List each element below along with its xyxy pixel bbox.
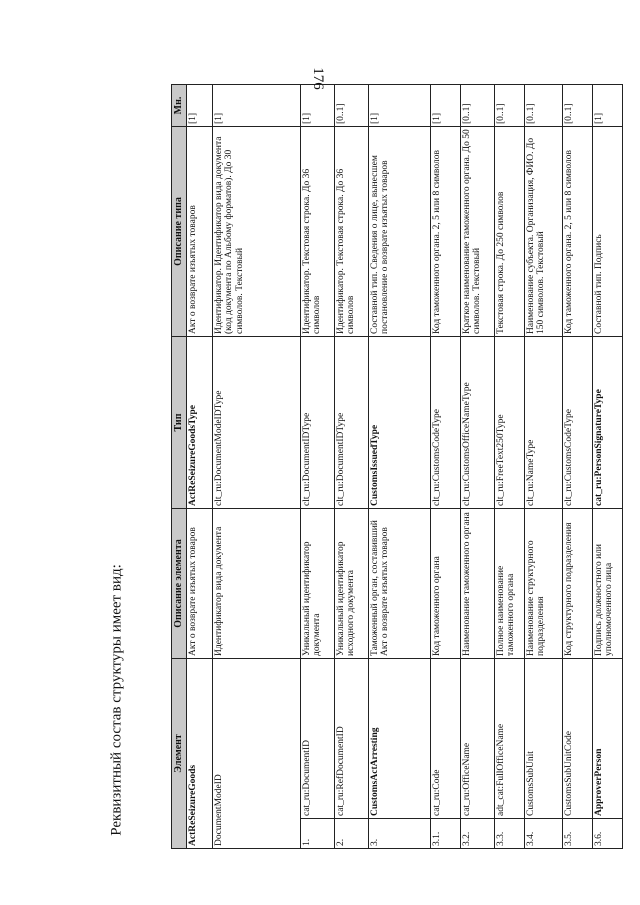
cell-element-desc: Уникальный идентификатор исходного документа <box>334 509 368 659</box>
cell-element-name: DocumentModeID <box>212 659 300 849</box>
cell-type: clt_ru:FreeText250Type <box>494 337 524 509</box>
cell-type-desc: Текстовая строка. До 250 символов <box>494 127 524 337</box>
table-row <box>494 85 524 849</box>
header-element: Элемент <box>172 659 187 849</box>
cell-mn: [0..1] <box>460 85 494 127</box>
cell-mn: [1] <box>430 85 460 127</box>
cell-type: ActReSeizureGoodsType <box>186 337 212 509</box>
table-row <box>460 85 494 849</box>
cell-element-name: ActReSeizureGoods <box>186 659 212 849</box>
cell-type: clt_ru:CustomsCodeType <box>562 337 592 509</box>
cell-element-desc: Код структурного подразделения <box>562 509 592 659</box>
cell-type: cat_ru:PersonSignatureType <box>592 337 622 509</box>
cell-number: 3. <box>368 819 430 849</box>
cell-mn: [1] <box>592 85 622 127</box>
cell-element-desc: Уникальный идентификатор документа <box>300 509 334 659</box>
cell-mn: [1] <box>300 85 334 127</box>
cell-element-desc: Код таможенного органа <box>430 509 460 659</box>
table-row <box>334 85 368 849</box>
header-type-desc: Описание типа <box>172 127 187 337</box>
cell-type-desc: Акт о возврате изъятых товаров <box>186 127 212 337</box>
cell-mn: [1] <box>186 85 212 127</box>
cell-element-desc: Полное наименование таможенного органа <box>494 509 524 659</box>
intro-text: Реквизитный состав структуры имеет вид: <box>108 564 125 836</box>
cell-mn: [0..1] <box>524 85 562 127</box>
cell-element-name: CustomsSubUnitCode <box>562 659 592 819</box>
table-row <box>592 85 622 849</box>
cell-element-desc: Наименование таможенного органа <box>460 509 494 659</box>
cell-type-desc: Идентификатор. Текстовая строка. До 36 символов <box>334 127 368 337</box>
header-element-desc: Описание элемента <box>172 509 187 659</box>
cell-element-name: cat_ru:DocumentID <box>300 659 334 819</box>
cell-type: CustomsIssuedType <box>368 337 430 509</box>
intro-line <box>97 564 137 836</box>
cell-element-desc: Идентификатор вида документа <box>212 509 300 659</box>
cell-element-name: cat_ru:RefDocumentID <box>334 659 368 819</box>
cell-type-desc: Наименование субъекта. Организация, ФИО. До 150 символов. Текстовый <box>524 127 562 337</box>
table-row <box>562 85 592 849</box>
cell-type-desc: Составной тип. Подпись <box>592 127 622 337</box>
table-row <box>300 85 334 849</box>
cell-type: clt_ru:DocumentModeIDType <box>212 337 300 509</box>
cell-type: clt_ru:DocumentIDType <box>300 337 334 509</box>
cell-mn: [0..1] <box>334 85 368 127</box>
table-row <box>524 85 562 849</box>
cell-mn: [1] <box>212 85 300 127</box>
cell-element-desc: Подпись должностного или уполномоченного лица <box>592 509 622 659</box>
cell-number: 3.4. <box>524 819 562 849</box>
cell-type-desc: Код таможенного органа. 2, 5 или 8 символов <box>430 127 460 337</box>
cell-number: 2. <box>334 819 368 849</box>
cell-element-desc: Таможенный орган, составивший Акт о возврате изъятых товаров <box>368 509 430 659</box>
cell-element-name: CustomsSubUnit <box>524 659 562 819</box>
cell-element-name: cat_ru:OfficeName <box>460 659 494 819</box>
cell-element-name: ApproverPerson <box>592 659 622 819</box>
cell-type-desc: Код таможенного органа. 2, 5 или 8 символов <box>562 127 592 337</box>
structure-table-container <box>171 85 615 849</box>
structure-table <box>171 84 623 849</box>
cell-number: 1. <box>300 819 334 849</box>
cell-element-desc: Наименование структурного подразделения <box>524 509 562 659</box>
table-header-row <box>172 85 187 849</box>
cell-mn: [0..1] <box>494 85 524 127</box>
cell-type: clt_ru:NameType <box>524 337 562 509</box>
header-mn: Мн. <box>172 85 187 127</box>
cell-type-desc: Краткое наименование таможенного органа. До 50 символов. Текстовый <box>460 127 494 337</box>
cell-element-name: CustomsActArresting <box>368 659 430 819</box>
cell-number: 3.1. <box>430 819 460 849</box>
cell-type-desc: Идентификатор. Текстовая строка. До 36 символов <box>300 127 334 337</box>
cell-type: clt_ru:CustomsOfficeNameType <box>460 337 494 509</box>
page-number-text: 176 <box>309 67 326 90</box>
table-row <box>430 85 460 849</box>
cell-element-name: adt_cat:FullOfficeName <box>494 659 524 819</box>
cell-element-desc: Акт о возврате изъятых товаров <box>186 509 212 659</box>
cell-type-desc: Составной тип. Сведения о лице, вынесшем постановление о возврате изъятых товаров <box>368 127 430 337</box>
cell-type-desc: Идентификатор. Идентификатор вида документа (код документа по Альбому форматов). До 30 символов. Текстовый <box>212 127 300 337</box>
cell-number: 3.5. <box>562 819 592 849</box>
table-row <box>368 85 430 849</box>
header-type: Тип <box>172 337 187 509</box>
table-row <box>212 85 300 849</box>
cell-mn: [1] <box>368 85 430 127</box>
rotated-table <box>171 85 615 849</box>
cell-type: clt_ru:CustomsCodeType <box>430 337 460 509</box>
cell-number: 3.3. <box>494 819 524 849</box>
table-row <box>186 85 212 849</box>
cell-number: 3.2. <box>460 819 494 849</box>
cell-number: 3.6. <box>592 819 622 849</box>
cell-mn: [0..1] <box>562 85 592 127</box>
cell-type: clt_ru:DocumentIDType <box>334 337 368 509</box>
cell-element-name: cat_ru:Code <box>430 659 460 819</box>
